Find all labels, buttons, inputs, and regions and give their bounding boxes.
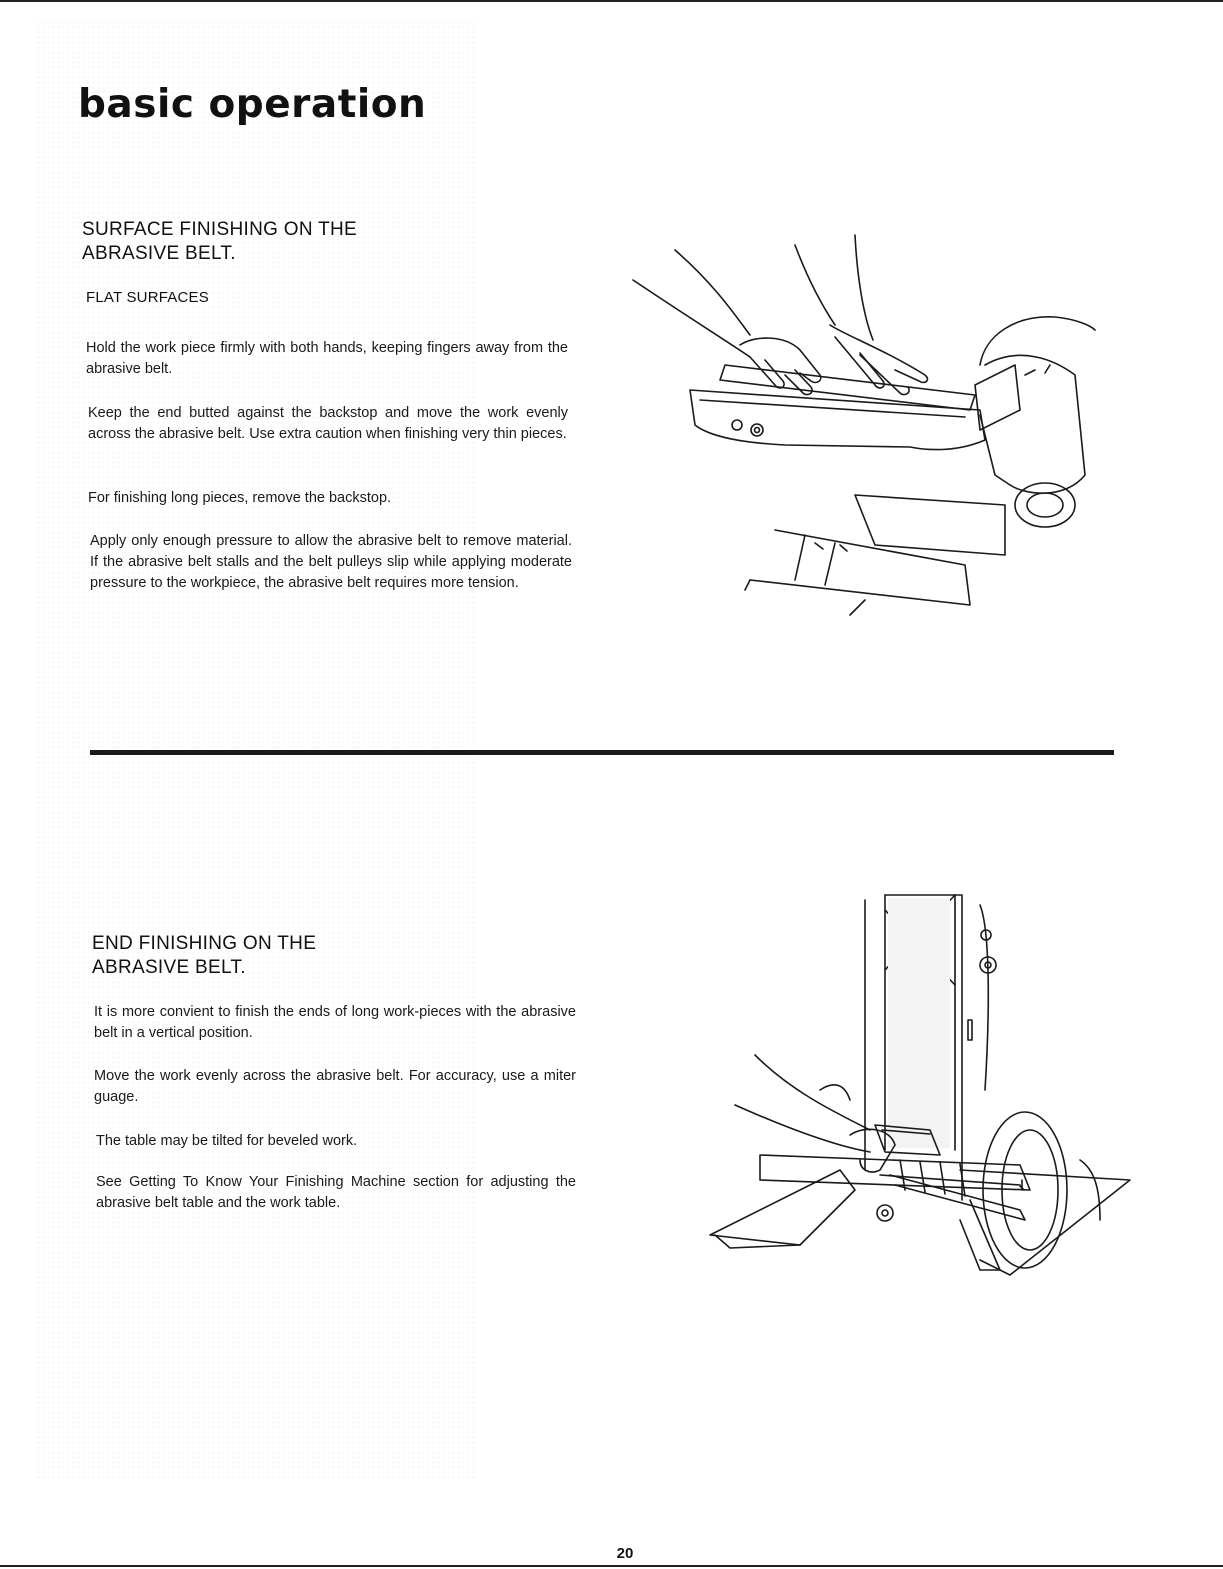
section1-paragraph-1: Hold the work piece firmly with both hands, keeping fingers away from the abrasive belt. bbox=[86, 340, 568, 377]
section2-paragraph-1: It is more convient to finish the ends of long work-pieces with the abrasive belt in a vertical position. bbox=[94, 1004, 576, 1041]
section2-heading-line2: ABRASIVE BELT. bbox=[92, 957, 246, 978]
vertical-belt-end-finishing-illustration bbox=[700, 890, 1140, 1280]
section1-paragraph-3: For finishing long pieces, remove the backstop. bbox=[88, 490, 392, 506]
section2-heading-line1: END FINISHING ON THE bbox=[92, 933, 317, 954]
page-title: basic operation bbox=[78, 82, 427, 127]
section1-heading bbox=[82, 218, 357, 266]
horizontal-belt-sanding-illustration bbox=[625, 225, 1105, 625]
section1-paragraph-4: Apply only enough pressure to allow the abrasive belt to remove material. If the abrasive belt stalls and the belt pulleys slip while applying moderate pressure to the workpiece, the abrasive belt requires more tension. bbox=[90, 533, 572, 591]
section1-heading-line2: ABRASIVE BELT. bbox=[82, 243, 236, 264]
section2-paragraph-3: The table may be tilted for beveled work. bbox=[96, 1133, 358, 1149]
page-border-top bbox=[0, 0, 1223, 2]
section-divider bbox=[90, 750, 1114, 755]
page-number: 20 bbox=[616, 1545, 634, 1562]
section1-subheading: FLAT SURFACES bbox=[86, 289, 209, 306]
section2-paragraph-2: Move the work evenly across the abrasive belt. For accuracy, use a miter guage. bbox=[94, 1068, 576, 1105]
section1-paragraph-2: Keep the end butted against the backstop and move the work evenly across the abrasive belt. Use extra caution when finishing very thin pieces. bbox=[88, 405, 568, 442]
section1-heading-line1: SURFACE FINISHING ON THE bbox=[82, 219, 357, 240]
section2-heading bbox=[92, 932, 316, 980]
page-border-bottom bbox=[0, 1565, 1223, 1567]
section2-paragraph-4: See Getting To Know Your Finishing Machine section for adjusting the abrasive belt table and the work table. bbox=[96, 1174, 576, 1211]
